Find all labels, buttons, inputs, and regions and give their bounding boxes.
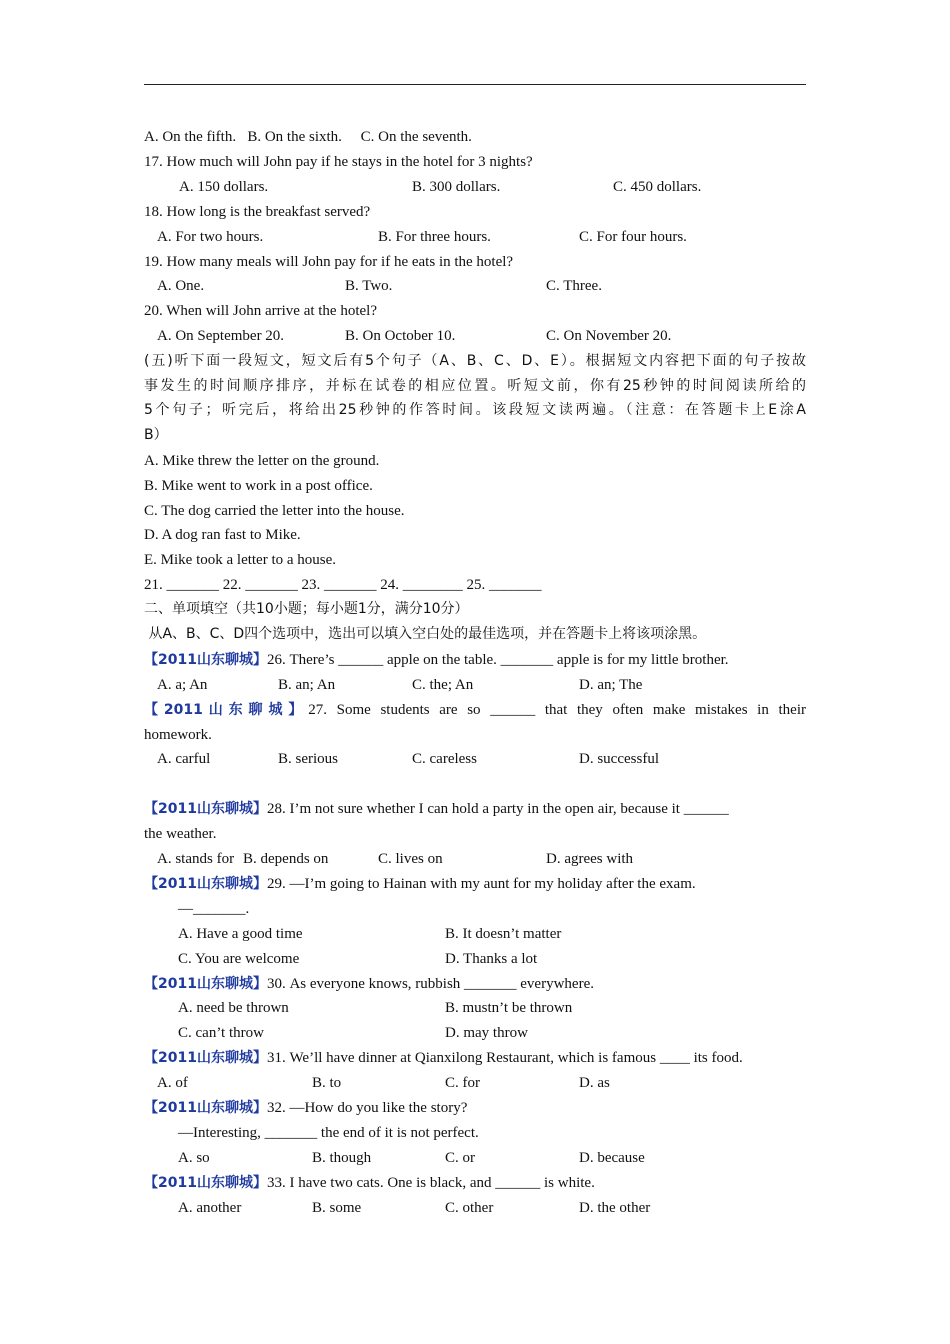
- q32-option-b: B. though: [312, 1150, 372, 1166]
- source-tag: 【2011山东聊城】: [144, 876, 267, 892]
- q17-options: [144, 177, 806, 197]
- q26-option-d: D. an; The: [579, 677, 643, 693]
- q26-stem-line: [144, 650, 806, 670]
- header-rule: [144, 84, 806, 85]
- q20-stem: 20. When will John arrive at the hotel?: [144, 303, 377, 319]
- answer-blanks: 21. _______ 22. _______ 23. _______ 24. ________ 25. _______: [144, 577, 542, 593]
- q27-stem: 27. Some students are so ______ that they often make mistakes in their: [308, 702, 806, 718]
- q29-options-row2: [144, 949, 806, 969]
- q31-option-b: B. to: [312, 1075, 342, 1091]
- q29-option-d: D. Thanks a lot: [445, 951, 538, 967]
- q31-stem-line: [144, 1048, 806, 1068]
- q30-stem-line: [144, 974, 806, 994]
- q27-stem-cont: homework.: [144, 727, 212, 743]
- q29-options-row1: [144, 924, 806, 944]
- q17-option-a: A. 150 dollars.: [179, 179, 269, 195]
- section5-line3: 5个句子；听完后，将给出25秒钟的作答时间。该段短文读两遍。（注意：在答题卡上E涂A: [144, 402, 806, 418]
- q32-option-c: C. or: [445, 1150, 475, 1166]
- q30-stem: 30. As everyone knows, rubbish _______ everywhere.: [266, 976, 594, 992]
- q19-option-c: C. Three.: [546, 278, 602, 294]
- q32-option-d: D. because: [579, 1150, 645, 1166]
- q29-option-a: A. Have a good time: [178, 926, 303, 942]
- q26-stem: 26. There’s ______ apple on the table. _______ apple is for my little brother.: [266, 652, 729, 668]
- part2-title: 二、单项填空（共10小题；每小题1分，满分10分）: [144, 601, 469, 617]
- q26-option-a: A. a; An: [157, 677, 208, 693]
- q33-stem-line: [144, 1173, 806, 1193]
- q26-option-c: C. the; An: [412, 677, 474, 693]
- q29-stem: 29. —I’m going to Hainan with my aunt for my holiday after the exam.: [266, 876, 696, 892]
- q31-options: [144, 1073, 806, 1093]
- q30-option-a: A. need be thrown: [178, 1000, 289, 1016]
- q28-option-b: B. depends on: [243, 851, 329, 867]
- q18-options: [144, 227, 806, 247]
- q28-stem: 28. I’m not sure whether I can hold a party in the open air, because it ______: [266, 801, 729, 817]
- q27-option-a: A. carful: [157, 751, 211, 767]
- source-tag: 【2011山东聊城】: [144, 652, 267, 668]
- source-tag: 【2011山东聊城】: [144, 1050, 267, 1066]
- q32-reply-text: —Interesting, _______ the end of it is not perfect.: [178, 1125, 479, 1141]
- q28-option-d: D. agrees with: [546, 851, 634, 867]
- q32-options: [144, 1148, 806, 1168]
- q29-stem-line: [144, 874, 806, 894]
- q20-option-a: A. On September 20.: [157, 328, 285, 344]
- q19-option-a: A. One.: [157, 278, 205, 294]
- q33-option-c: C. other: [445, 1200, 494, 1216]
- q30-options-row2: [144, 1023, 806, 1043]
- q33-options: [144, 1198, 806, 1218]
- q26-options: [144, 675, 806, 695]
- q28-options: [144, 849, 806, 869]
- sentence-b: B. Mike went to work in a post office.: [144, 478, 373, 494]
- q28-option-c: C. lives on: [378, 851, 443, 867]
- q32-option-a: A. so: [178, 1150, 210, 1166]
- q20-option-c: C. On November 20.: [546, 328, 672, 344]
- q17-stem: 17. How much will John pay if he stays in the hotel for 3 nights?: [144, 154, 533, 170]
- q33-stem: 33. I have two cats. One is black, and ______ is white.: [266, 1175, 595, 1191]
- q30-options-row1: [144, 998, 806, 1018]
- source-tag: 【2011山东聊城】: [144, 976, 267, 992]
- q19-stem: 19. How many meals will John pay for if he eats in the hotel?: [144, 254, 514, 270]
- sentence-a: A. Mike threw the letter on the ground.: [144, 453, 380, 469]
- sentence-c: C. The dog carried the letter into the house.: [144, 503, 405, 519]
- q29-reply-text: —_______.: [178, 901, 250, 917]
- q20-options: [144, 326, 806, 346]
- q29-reply: [144, 899, 806, 919]
- section5-line1: (五)听下面一段短文，短文后有5个句子（A、B、C、D、E）。根据短文内容把下面的句子按故: [144, 353, 806, 369]
- q31-option-c: C. for: [445, 1075, 480, 1091]
- q27-option-d: D. successful: [579, 751, 659, 767]
- q30-option-b: B. mustn’t be thrown: [445, 1000, 573, 1016]
- q33-option-b: B. some: [312, 1200, 362, 1216]
- q29-option-c: C. You are welcome: [178, 951, 300, 967]
- q27-stem-line: [144, 700, 806, 720]
- q32-stem: 32. —How do you like the story?: [266, 1100, 468, 1116]
- q27-option-b: B. serious: [278, 751, 338, 767]
- q18-option-b: B. For three hours.: [378, 229, 491, 245]
- section5-line4: B）: [144, 427, 168, 443]
- q31-option-a: A. of: [157, 1075, 188, 1091]
- q19-option-b: B. Two.: [345, 278, 393, 294]
- source-tag: 【2011山东聊城】: [144, 702, 309, 718]
- q18-stem: 18. How long is the breakfast served?: [144, 204, 371, 220]
- q20-option-b: B. On October 10.: [345, 328, 456, 344]
- q28-option-a: A. stands for: [157, 851, 235, 867]
- q31-option-d: D. as: [579, 1075, 610, 1091]
- q16-options: A. On the fifth. B. On the sixth. C. On the seventh.: [144, 129, 472, 145]
- sentence-d: D. A dog ran fast to Mike.: [144, 527, 301, 543]
- q27-option-c: C. careless: [412, 751, 477, 767]
- q19-options: [144, 276, 806, 296]
- source-tag: 【2011山东聊城】: [144, 1100, 267, 1116]
- part2-instruction: 从A、B、C、D四个选项中，选出可以填入空白处的最佳选项，并在答题卡上将该项涂黑。: [144, 626, 707, 642]
- q27-options: [144, 749, 806, 769]
- q31-stem: 31. We’ll have dinner at Qianxilong Restaurant, which is famous ____ its food.: [266, 1050, 743, 1066]
- q33-option-d: D. the other: [579, 1200, 651, 1216]
- q29-option-b: B. It doesn’t matter: [445, 926, 562, 942]
- sentence-e: E. Mike took a letter to a house.: [144, 552, 337, 568]
- source-tag: 【2011山东聊城】: [144, 801, 267, 817]
- q26-option-b: B. an; An: [278, 677, 336, 693]
- q18-option-a: A. For two hours.: [157, 229, 264, 245]
- q17-option-c: C. 450 dollars.: [613, 179, 702, 195]
- q17-option-b: B. 300 dollars.: [412, 179, 501, 195]
- q28-stem-cont: the weather.: [144, 826, 217, 842]
- section5-line2: 事发生的时间顺序排序，并标在试卷的相应位置。听短文前，你有25秒钟的时间阅读所给的: [144, 378, 806, 394]
- q28-stem-line: [144, 799, 806, 819]
- q18-option-c: C. For four hours.: [579, 229, 687, 245]
- q33-option-a: A. another: [178, 1200, 242, 1216]
- q32-stem-line: [144, 1098, 806, 1118]
- q32-reply: [144, 1123, 806, 1143]
- q30-option-d: D. may throw: [445, 1025, 528, 1041]
- source-tag: 【2011山东聊城】: [144, 1175, 267, 1191]
- q30-option-c: C. can’t throw: [178, 1025, 264, 1041]
